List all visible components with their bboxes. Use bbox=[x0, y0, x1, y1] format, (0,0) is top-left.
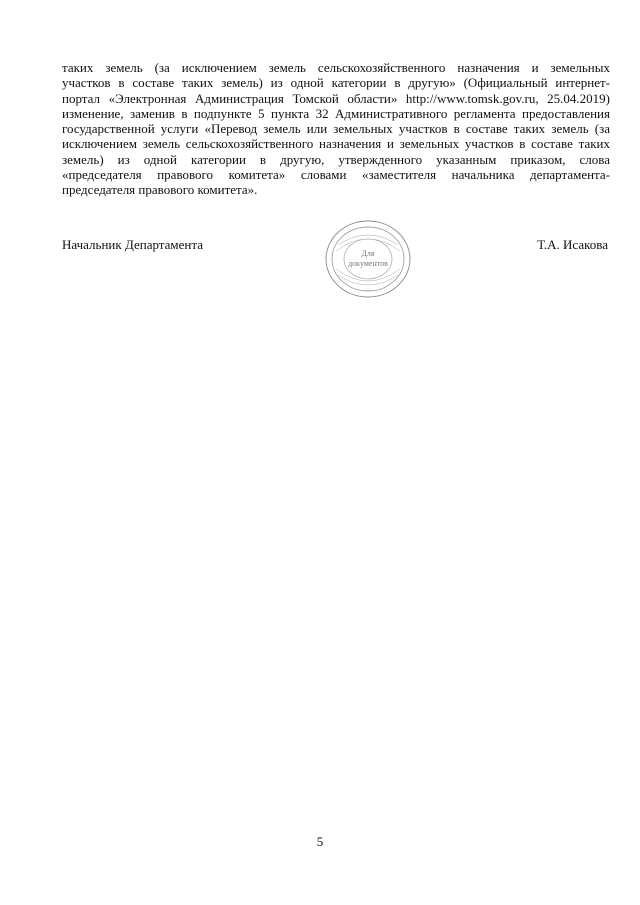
svg-text:Для: Для bbox=[361, 249, 375, 258]
paragraph-line: таких земель (за исключением земель сельскохозяйственного назначения и земельных bbox=[62, 60, 610, 75]
paragraph-line: исключением земель сельскохозяйственного назначения и земельных участков в составе таких bbox=[62, 136, 610, 152]
body-paragraph bbox=[62, 60, 610, 198]
paragraph-line: «председателя правового комитета» словами «заместителя начальника департамента- bbox=[62, 167, 610, 183]
official-stamp-icon bbox=[324, 219, 412, 299]
paragraph-line: изменение, заменив в подпункте 5 пункта 32 Административного регламента предоставления bbox=[62, 105, 610, 121]
paragraph-line: портал «Электронная Администрация Томской области» http://www.tomsk.gov.ru, 25.04.2019) bbox=[62, 90, 610, 106]
page-number: 5 bbox=[316, 834, 324, 849]
signatory-name: Т.А. Исакова bbox=[537, 237, 608, 252]
paragraph-line: земель) из одной категории в другую, утвержденного указанным приказом, слова bbox=[62, 151, 610, 167]
svg-text:документов: документов bbox=[348, 259, 388, 268]
paragraph-line: государственной услуги «Перевод земель или земельных участков в составе таких земель (за bbox=[62, 121, 610, 137]
paragraph-line: участков в составе таких земель) из одной категории в другую» (Официальный интернет- bbox=[62, 75, 610, 91]
signatory-title: Начальник Департамента bbox=[62, 237, 203, 252]
paragraph-line: председателя правового комитета». bbox=[62, 182, 258, 198]
